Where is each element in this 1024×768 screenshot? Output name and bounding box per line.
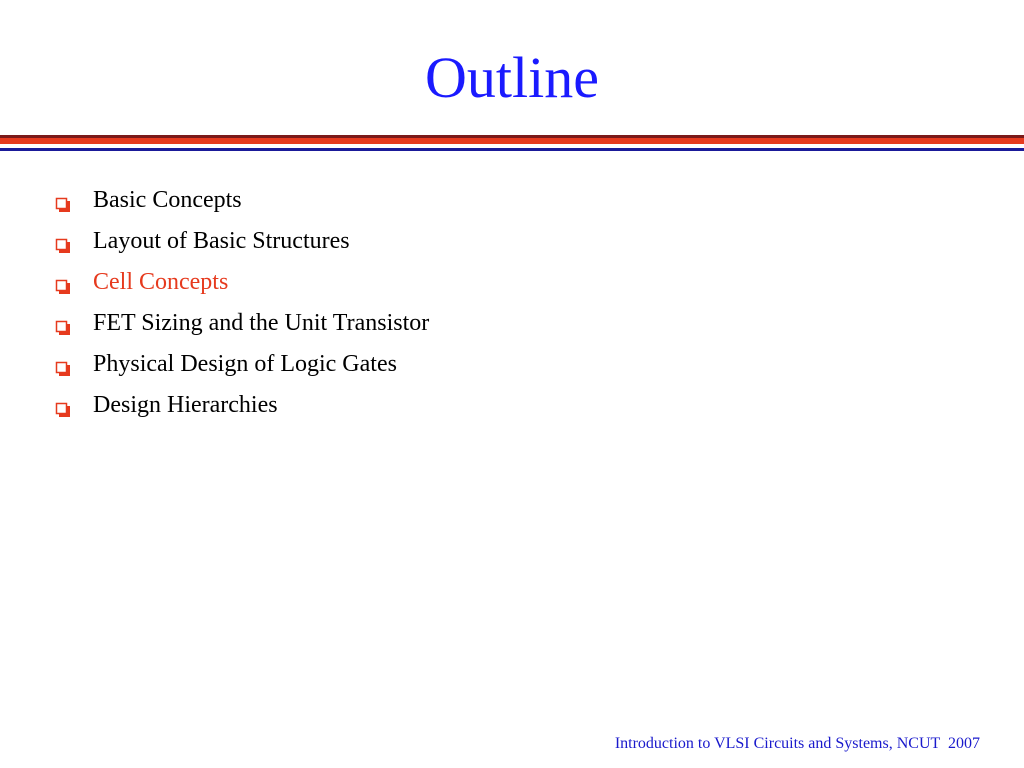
- outline-item: [55, 262, 429, 303]
- outline-item: [55, 221, 429, 262]
- outline-item: [55, 303, 429, 344]
- square-bullet-icon: [55, 275, 71, 291]
- outline-item-text: FET Sizing and the Unit Transistor: [93, 310, 430, 336]
- outline-item-text: Physical Design of Logic Gates: [93, 351, 397, 377]
- square-bullet-icon: [55, 398, 71, 414]
- square-bullet-icon: [55, 357, 71, 373]
- slide-title: Outline: [425, 45, 599, 110]
- square-bullet-icon: [55, 316, 71, 332]
- outline-item-text: Design Hierarchies: [93, 392, 278, 418]
- slide-footer: Introduction to VLSI Circuits and Systems, NCUT 2007: [614, 735, 980, 752]
- outline-item-text: Layout of Basic Structures: [93, 228, 350, 254]
- outline-item: [55, 344, 429, 385]
- divider-rule-bottom: [0, 148, 1024, 151]
- outline-item: [55, 180, 429, 221]
- outline-item-text: Basic Concepts: [93, 187, 242, 213]
- square-bullet-icon: [55, 193, 71, 209]
- square-bullet-icon: [55, 234, 71, 250]
- outline-list: [55, 180, 429, 426]
- outline-item-text: Cell Concepts: [93, 269, 229, 295]
- outline-item: [55, 385, 429, 426]
